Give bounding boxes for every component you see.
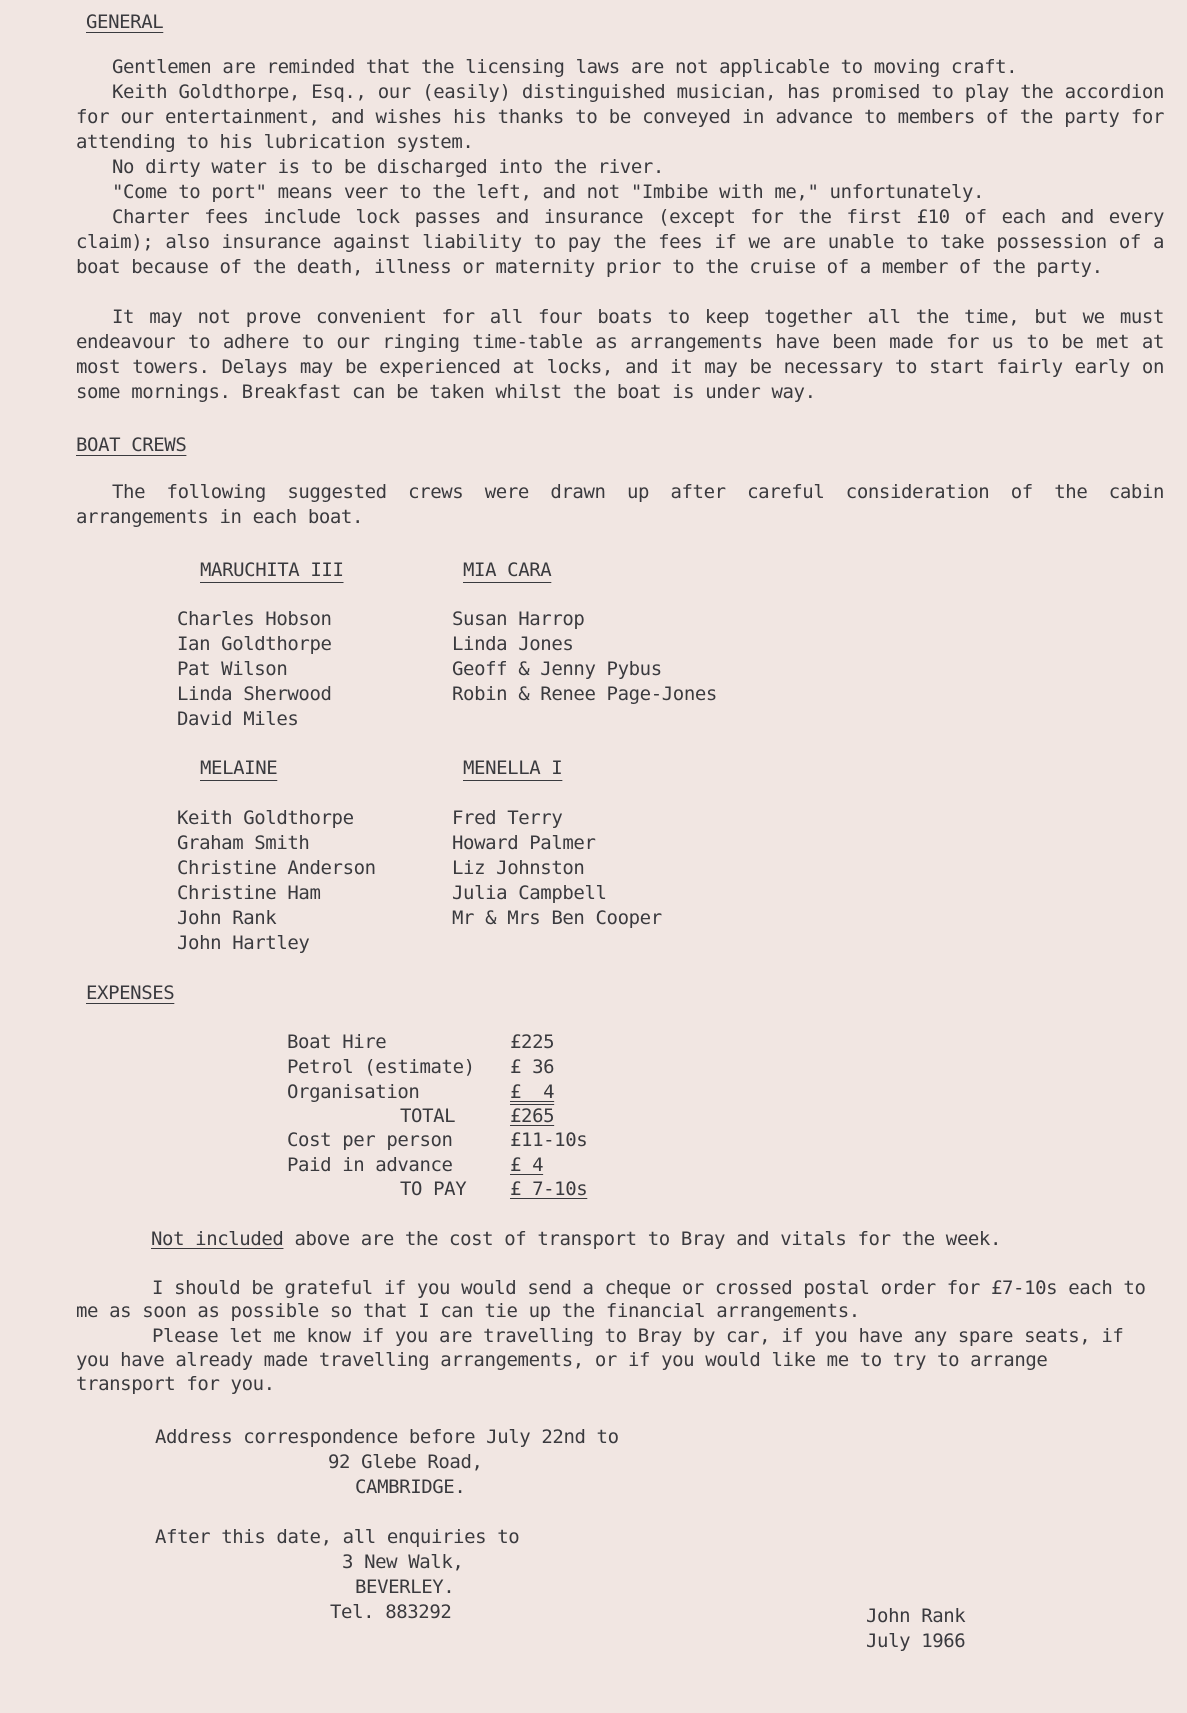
expenses-note	[151, 1227, 1001, 1252]
crew-member: Howard Palmer	[452, 832, 596, 854]
telephone-number: Tel. 883292	[330, 1601, 452, 1623]
address-line: CAMBRIDGE.	[355, 1476, 466, 1498]
crew-member: Linda Jones	[452, 633, 574, 655]
general-paragraph-2: Keith Goldthorpe, Esq., our (easily) distinguished musician, has promised to play the accordion for our entertainment, and wishes his thanks to be conveyed in advance to members of the party for attending to his lubrication system.	[76, 81, 1164, 153]
general-paragraph-5: Charter fees include lock passes and insurance (except for the first £10 of each and every claim); also insurance against liability to pay the fees if we are unable to take possession of a boat because of the death, illness or maternity prior to the cruise of a member of the party.	[76, 206, 1164, 278]
expenses-note-text: above are the cost of transport to Bray and vitals for the week.	[283, 1228, 1002, 1250]
boat-crews-intro: The following suggested crews were drawn up after careful consideration of the cabin arrangements in each boat.	[76, 481, 1164, 528]
signature-name: John Rank	[866, 1605, 966, 1627]
crew-member: Ian Goldthorpe	[177, 633, 332, 655]
crew-member: Fred Terry	[452, 807, 563, 829]
expense-to-pay-label: TO PAY	[400, 1178, 467, 1200]
boat-name: MARUCHITA III	[200, 559, 344, 581]
boat-name: MIA CARA	[463, 559, 552, 581]
crew-member: Christine Anderson	[177, 857, 376, 879]
expense-label: Petrol (estimate)	[287, 1056, 475, 1078]
crew-member: Liz Johnston	[452, 857, 585, 879]
expense-total-value: £265	[510, 1105, 555, 1127]
boat-name: MENELLA I	[463, 757, 563, 779]
expense-label: Paid in advance	[287, 1154, 453, 1176]
address-intro-before: Address correspondence before July 22nd to	[155, 1426, 619, 1448]
expenses-heading: EXPENSES	[86, 982, 175, 1004]
general-paragraph-1: Gentlemen are reminded that the licensing laws are not applicable to moving craft.	[112, 56, 1018, 78]
signature-date: July 1966	[866, 1630, 966, 1652]
general-paragraph-4: "Come to port" means veer to the left, and not "Imbibe with me," unfortunately.	[112, 181, 985, 203]
address-line: BEVERLEY.	[355, 1576, 455, 1598]
crew-member: Keith Goldthorpe	[177, 807, 354, 829]
address-intro-after: After this date, all enquiries to	[155, 1526, 520, 1548]
crew-member: Susan Harrop	[452, 608, 585, 630]
general-paragraph-6: It may not prove convenient for all four boats to keep together all the time, but we must endeavour to adhere to our ringing time-table as arrangements have been made for us to be met at most towers. Delays may be experienced at locks, and it may be necessary to start fairly early on some mornings. Breakfast can be taken whilst the boat is under way.	[76, 306, 1164, 403]
expense-value: £ 36	[510, 1056, 555, 1078]
address-line: 92 Glebe Road,	[328, 1451, 483, 1473]
expense-value: £ 4	[510, 1154, 544, 1176]
expense-value: £11-10s	[510, 1129, 588, 1151]
expense-value: £225	[510, 1031, 555, 1053]
crew-member: David Miles	[177, 708, 299, 730]
expenses-note-emphasis: Not included	[151, 1228, 284, 1250]
expense-value: £ 4	[510, 1081, 555, 1103]
crew-member: Julia Campbell	[452, 882, 607, 904]
expense-to-pay-value: £ 7-10s	[510, 1178, 588, 1200]
request-paragraph-1: I should be grateful if you would send a cheque or crossed postal order for £7-10s each to me as soon as possible so that I can tie up the financial arrangements.	[76, 1277, 1146, 1322]
crew-member: Geoff & Jenny Pybus	[452, 658, 662, 680]
crew-member: John Hartley	[177, 932, 310, 954]
address-line: 3 New Walk,	[342, 1551, 464, 1573]
crew-member: Pat Wilson	[177, 658, 288, 680]
crew-member: Robin & Renee Page-Jones	[452, 683, 717, 705]
expense-total-label: TOTAL	[400, 1105, 456, 1127]
crew-member: Christine Ham	[177, 882, 321, 904]
crew-member: John Rank	[177, 907, 277, 929]
general-paragraph-3: No dirty water is to be discharged into the river.	[112, 156, 664, 178]
general-heading: GENERAL	[86, 11, 164, 33]
crew-member: Linda Sherwood	[177, 683, 332, 705]
crew-member: Mr & Mrs Ben Cooper	[452, 907, 662, 929]
crew-member: Charles Hobson	[177, 608, 332, 630]
boat-name: MELAINE	[200, 757, 278, 779]
expense-label: Cost per person	[287, 1129, 453, 1151]
boat-crews-heading: BOAT CREWS	[76, 434, 187, 456]
crew-member: Graham Smith	[177, 832, 310, 854]
request-paragraph-2: Please let me know if you are travelling to Bray by car, if you have any spare seats, if you have already made travelling arrangements, or if you would like me to try to arrange transport for you.	[76, 1325, 1124, 1395]
expense-label: Boat Hire	[287, 1031, 387, 1053]
expense-label: Organisation	[287, 1081, 420, 1103]
